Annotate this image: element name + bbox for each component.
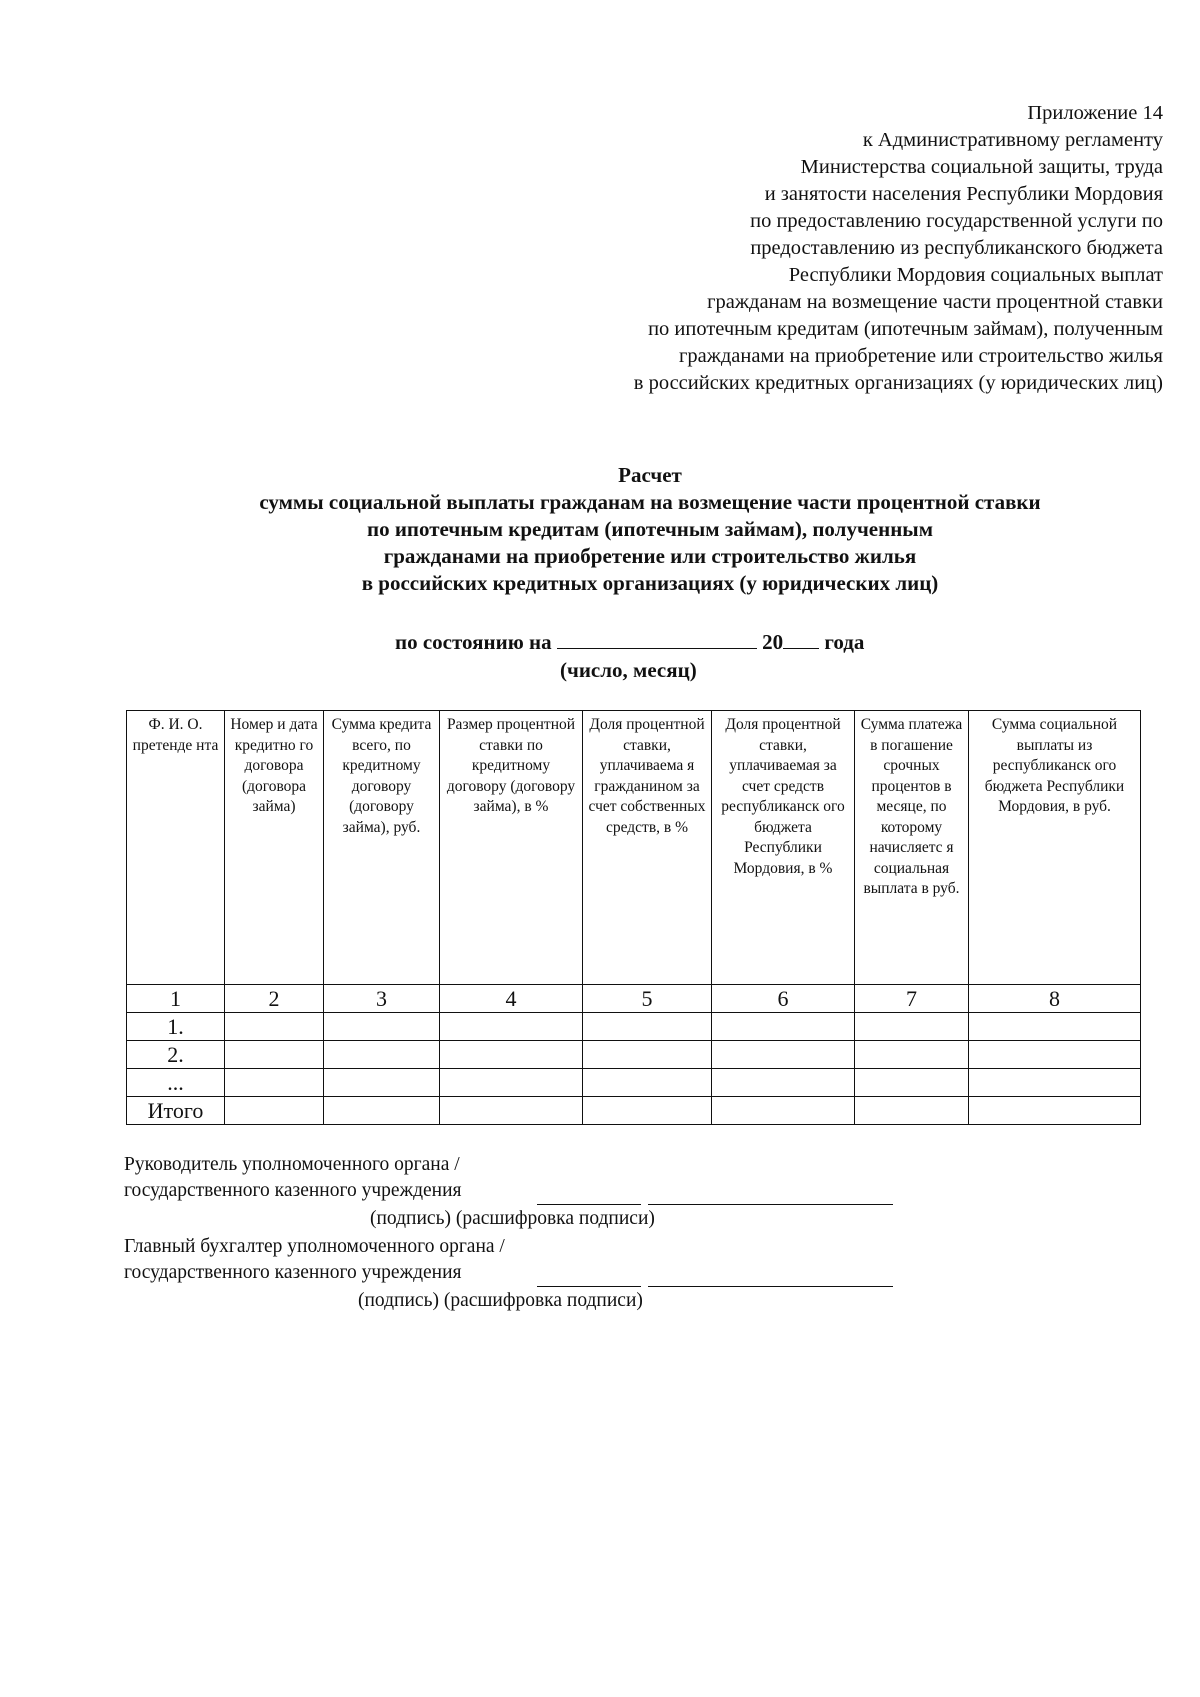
head-title-line2: государственного казенного учреждения [124, 1180, 462, 1201]
table-cell[interactable] [712, 1069, 855, 1097]
table-cell[interactable] [225, 1041, 324, 1069]
appendix-block [443, 100, 1163, 397]
year-blank-field[interactable] [783, 630, 819, 649]
appendix-line: к Административному регламенту [862, 129, 1163, 151]
column-number: 1 [127, 985, 225, 1013]
accountant-signature-label [124, 1234, 505, 1286]
appendix-line: по предоставлению государственной услуги по [750, 210, 1163, 232]
table-cell[interactable] [440, 1013, 583, 1041]
table-cell[interactable] [583, 1041, 712, 1069]
header-monthly-payment: Сумма платежа в погашение срочных процентов в месяце, по которому начисляетс я социальная выплата в руб. [855, 711, 969, 985]
column-number: 2 [225, 985, 324, 1013]
row-label: 2. [127, 1041, 225, 1069]
table-cell[interactable] [855, 1013, 969, 1041]
accountant-title-line1: Главный бухгалтер уполномоченного органа / [124, 1236, 505, 1257]
column-number: 6 [712, 985, 855, 1013]
table-total-row [127, 1097, 1141, 1125]
header-social-payment: Сумма социальной выплаты из республиканск ого бюджета Республики Мордовия, в руб. [969, 711, 1141, 985]
table-cell[interactable] [583, 1013, 712, 1041]
title-line: в российских кредитных организациях (у юридических лиц) [361, 571, 939, 595]
table-cell[interactable] [324, 1013, 440, 1041]
as-of-caption: (число, месяц) [560, 658, 697, 682]
table-cell[interactable] [969, 1069, 1141, 1097]
appendix-line: и занятости населения Республики Мордовия [764, 183, 1163, 205]
document-title [150, 462, 1150, 597]
accountant-signature-caption: (подпись) (расшифровка подписи) [358, 1290, 643, 1311]
table-cell[interactable] [969, 1097, 1141, 1125]
table-cell[interactable] [225, 1013, 324, 1041]
appendix-line: в российских кредитных организациях (у юридических лиц) [633, 372, 1163, 394]
year-prefix: 20 [762, 630, 784, 654]
column-number: 7 [855, 985, 969, 1013]
head-name-field[interactable] [648, 1204, 893, 1205]
table-row [127, 1069, 1141, 1097]
head-signature-caption: (подпись) (расшифровка подписи) [370, 1208, 655, 1229]
header-budget-share: Доля процентной ставки, уплачиваемая за счет средств республиканск ого бюджета Республики Мордовия, в % [712, 711, 855, 985]
header-own-share: Доля процентной ставки, уплачиваема я гражданином за счет собственных средств, в % [583, 711, 712, 985]
title-line: по ипотечным кредитам (ипотечным займам), полученным [366, 517, 934, 541]
header-contract-number: Номер и дата кредитно го договора (договора займа) [225, 711, 324, 985]
column-number-row [127, 985, 1141, 1013]
table-cell[interactable] [440, 1097, 583, 1125]
table-cell[interactable] [324, 1069, 440, 1097]
table-cell[interactable] [855, 1041, 969, 1069]
table-cell[interactable] [969, 1041, 1141, 1069]
table-cell[interactable] [440, 1069, 583, 1097]
date-blank-field[interactable] [557, 630, 757, 649]
appendix-line: гражданами на приобретение или строительство жилья [678, 345, 1163, 367]
table-header-row [127, 711, 1141, 985]
table-row [127, 1041, 1141, 1069]
table-cell[interactable] [225, 1069, 324, 1097]
appendix-line: Республики Мордовия социальных выплат [788, 264, 1163, 286]
appendix-line: предоставлению из республиканского бюджета [750, 237, 1163, 259]
table-cell[interactable] [712, 1041, 855, 1069]
title-line: гражданами на приобретение или строительство жилья [383, 544, 917, 568]
accountant-title-line2: государственного казенного учреждения [124, 1262, 462, 1283]
row-label: 1. [127, 1013, 225, 1041]
table-cell[interactable] [969, 1013, 1141, 1041]
table-cell[interactable] [712, 1013, 855, 1041]
appendix-line: Приложение 14 [1027, 102, 1163, 124]
title-line: Расчет [618, 463, 682, 487]
header-fio: Ф. И. О. претенде нта [127, 711, 225, 985]
header-loan-amount: Сумма кредита всего, по кредитному договору (договору займа), руб. [324, 711, 440, 985]
header-interest-rate: Размер процентной ставки по кредитному договору (договору займа), в % [440, 711, 583, 985]
head-signature-field[interactable] [537, 1204, 641, 1205]
appendix-line: по ипотечным кредитам (ипотечным займам), полученным [648, 318, 1163, 340]
accountant-signature-field[interactable] [537, 1286, 641, 1287]
head-signature-label [124, 1152, 461, 1204]
table-cell[interactable] [583, 1069, 712, 1097]
calculation-table [126, 710, 1141, 1125]
as-of-date-line [395, 630, 864, 655]
head-title-line1: Руководитель уполномоченного органа / [124, 1154, 460, 1175]
column-number: 5 [583, 985, 712, 1013]
table-cell[interactable] [712, 1097, 855, 1125]
accountant-name-field[interactable] [648, 1286, 893, 1287]
row-label: ... [127, 1069, 225, 1097]
appendix-line: гражданам на возмещение части процентной ставки [707, 291, 1163, 313]
table-cell[interactable] [855, 1097, 969, 1125]
row-label-total: Итого [127, 1097, 225, 1125]
column-number: 8 [969, 985, 1141, 1013]
table-cell[interactable] [324, 1041, 440, 1069]
table-cell[interactable] [225, 1097, 324, 1125]
column-number: 3 [324, 985, 440, 1013]
table-cell[interactable] [324, 1097, 440, 1125]
as-of-prefix: по состоянию на [395, 630, 552, 654]
table-cell[interactable] [583, 1097, 712, 1125]
as-of-suffix: года [824, 630, 865, 654]
title-line: суммы социальной выплаты гражданам на возмещение части процентной ставки [259, 490, 1041, 514]
table-cell[interactable] [855, 1069, 969, 1097]
column-number: 4 [440, 985, 583, 1013]
table-cell[interactable] [440, 1041, 583, 1069]
table-row [127, 1013, 1141, 1041]
appendix-line: Министерства социальной защиты, труда [800, 156, 1163, 178]
